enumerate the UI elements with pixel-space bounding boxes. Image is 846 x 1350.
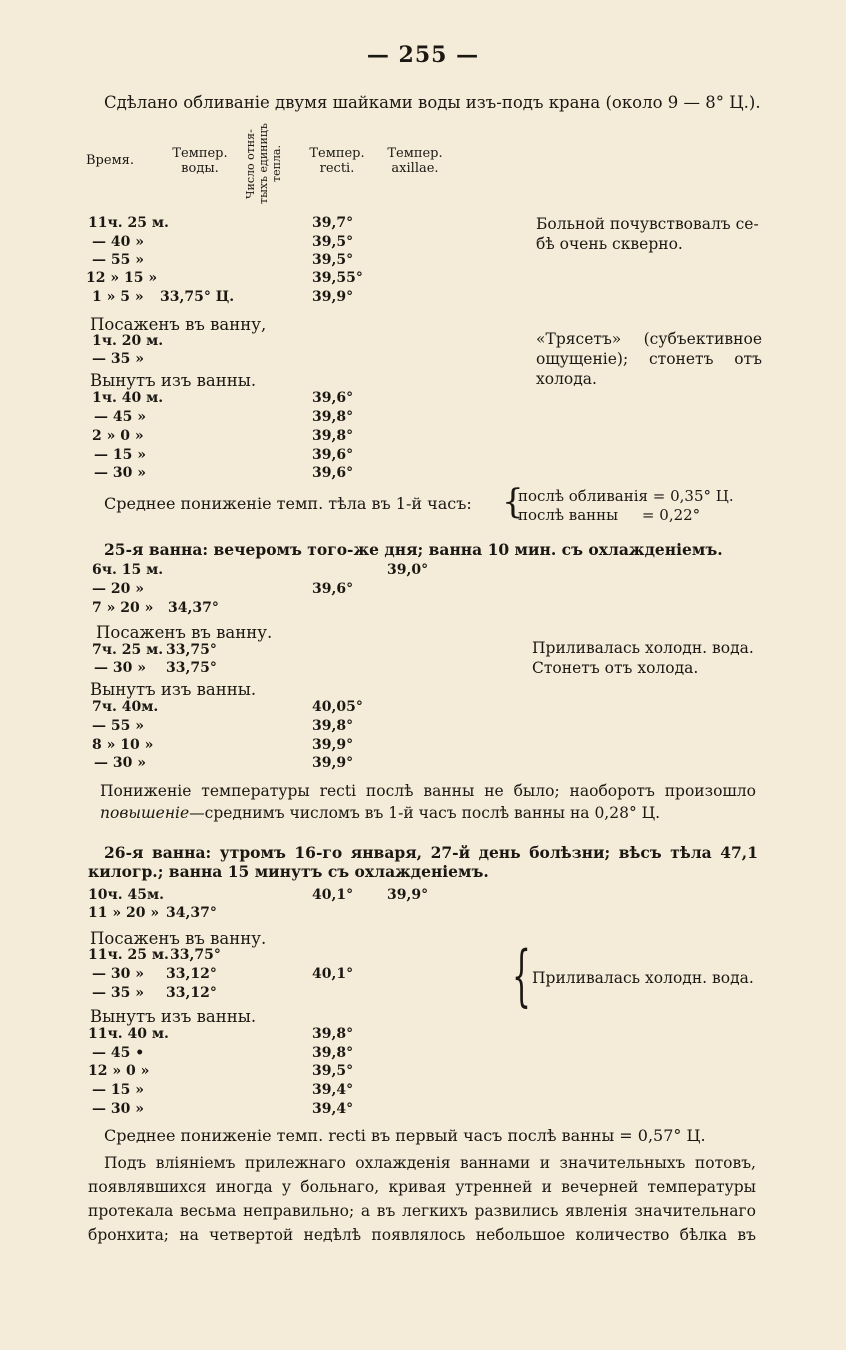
- water-cell: 33,75° Ц.: [160, 289, 235, 305]
- mean-decrease-1: Среднее пониженіе темп. тѣла въ 1-й часъ:: [104, 494, 472, 513]
- time-cell: — 55 »: [92, 718, 144, 734]
- bath-25-title: 25-я ванна: вечеромъ того-же дня; ванна 10 мин. съ охлажденіемъ.: [104, 540, 723, 559]
- intro-line: Сдѣлано обливаніе двумя шайками воды изъ-подъ крана (около 9 — 8° Ц.).: [104, 93, 761, 112]
- header-recti-temp: Темпер. recti.: [309, 146, 365, 176]
- header-axillae-temp: Темпер. axillae.: [387, 146, 443, 176]
- page-number: — 255 —: [366, 42, 480, 68]
- recti-cell: 39,8°: [312, 409, 354, 425]
- axillae-cell: 39,9°: [387, 887, 429, 903]
- time-cell: 7ч. 40м.: [92, 699, 159, 715]
- recti-cell: 39,7°: [312, 215, 354, 231]
- header-water-temp: Темпер. воды.: [172, 146, 228, 176]
- time-cell: 12 » 15 »: [86, 270, 158, 286]
- recti-cell: 39,9°: [312, 289, 354, 305]
- recti-cell: 39,5°: [312, 1063, 354, 1079]
- brace-symbol: {: [512, 937, 531, 1014]
- removed-label: Вынутъ изъ ванны.: [90, 680, 257, 699]
- mean-after-dousing: послѣ обливанія = 0,35° Ц.: [518, 487, 734, 505]
- recti-cell: 39,6°: [312, 390, 354, 406]
- emphasis-increase: повышеніе: [100, 804, 190, 822]
- time-cell: — 35 »: [92, 985, 144, 1001]
- recti-cell: 40,05°: [312, 699, 363, 715]
- recti-cell: 39,9°: [312, 755, 354, 771]
- time-cell: — 35 »: [92, 351, 144, 367]
- water-cell: 34,37°: [168, 600, 219, 616]
- time-cell: 11ч. 40 м.: [88, 1026, 169, 1042]
- water-cell: 33,75°: [166, 642, 217, 658]
- time-cell: — 15 »: [92, 1082, 144, 1098]
- recti-cell: 39,6°: [312, 581, 354, 597]
- time-cell: — 30 »: [94, 465, 146, 481]
- water-cell: 33,12°: [166, 985, 217, 1001]
- recti-cell: 39,5°: [312, 234, 354, 250]
- recti-cell: 40,1°: [312, 887, 354, 903]
- seated-label: Посаженъ въ ванну.: [90, 929, 267, 948]
- time-cell: 1ч. 20 м.: [92, 333, 164, 349]
- recti-cell: 39,55°: [312, 270, 363, 286]
- bath-26-title-line1: 26-я ванна: утромъ 16-го января, 27-й день болѣзни; вѣсъ тѣла 47,1: [104, 843, 758, 862]
- closing-line-3: протекала весьма неправильно; а въ легкихъ развились явленія значительнаго: [88, 1202, 756, 1220]
- time-cell: 12 » 0 »: [88, 1063, 150, 1079]
- time-cell: 11ч. 25 м.: [88, 215, 169, 231]
- recti-cell: 39,6°: [312, 447, 354, 463]
- recti-cell: 39,4°: [312, 1101, 354, 1117]
- closing-line-4: бронхита; на четвертой недѣлѣ появлялось небольшое количество бѣлка въ: [88, 1226, 756, 1244]
- time-cell: 11ч. 25 м.: [88, 947, 169, 963]
- time-cell: 6ч. 15 м.: [92, 562, 164, 578]
- time-cell: — 20 »: [92, 581, 144, 597]
- time-cell: — 55 »: [92, 252, 144, 268]
- recti-cell: 39,9°: [312, 737, 354, 753]
- brace-symbol: {: [502, 482, 524, 522]
- closing-line-2: появлявшихся иногда у больнаго, кривая утренней и вечерней температуры: [88, 1178, 756, 1196]
- bath-25-conclusion-line1: Пониженіе температуры recti послѣ ванны не было; наоборотъ произошло: [100, 782, 756, 800]
- recti-cell: 39,5°: [312, 252, 354, 268]
- time-cell: — 30 »: [94, 755, 146, 771]
- time-cell: 7ч. 25 м.: [92, 642, 164, 658]
- removed-label: Вынутъ изъ ванны.: [90, 1007, 257, 1026]
- time-cell: 8 » 10 »: [92, 737, 154, 753]
- time-cell: — 15 »: [94, 447, 146, 463]
- closing-line-1: Подъ вліяніемъ прилежнаго охлажденія ваннами и значительныхъ потовъ,: [104, 1154, 756, 1172]
- note-cold-water: Приливалась холодн. вода. Стонетъ отъ холода.: [532, 639, 754, 677]
- mean-after-bath: послѣ ванны = 0,22°: [518, 506, 701, 524]
- conclusion-rest: —среднимъ числомъ въ 1-й часъ послѣ ванны на 0,28° Ц.: [189, 804, 661, 822]
- bath-26-title-line2: килогр.; ванна 15 минутъ съ охлажденіемъ.: [88, 862, 489, 881]
- recti-cell: 39,4°: [312, 1082, 354, 1098]
- time-cell: — 40 »: [92, 234, 144, 250]
- header-heat-units: Число отня- тыхъ единицъ тепла.: [244, 123, 283, 205]
- time-cell: 10ч. 45м.: [88, 887, 164, 903]
- note-felt-bad: Больной почувствовалъ се-бѣ очень скверно.: [536, 215, 759, 253]
- time-cell: 1ч. 40 м.: [92, 390, 164, 406]
- recti-cell: 40,1°: [312, 966, 354, 982]
- water-cell: 33,75°: [166, 660, 217, 676]
- water-cell: 33,75°: [170, 947, 221, 963]
- time-cell: 2 » 0 »: [92, 428, 144, 444]
- time-cell: 1 » 5 »: [92, 289, 144, 305]
- recti-cell: 39,8°: [312, 718, 354, 734]
- time-cell: — 45 »: [94, 409, 146, 425]
- note-shivering: «Трясетъ» (субъективное ощущеніе); стонетъ отъ холода.: [536, 330, 762, 388]
- time-cell: 7 » 20 »: [92, 600, 154, 616]
- bath-25-conclusion-line2: [100, 802, 660, 824]
- time-cell: — 30 »: [92, 1101, 144, 1117]
- recti-cell: 39,8°: [312, 1026, 354, 1042]
- bath-26-mean-decrease: Среднее пониженіе темп. recti въ первый часъ послѣ ванны = 0,57° Ц.: [104, 1126, 706, 1145]
- water-cell: 33,12°: [166, 966, 217, 982]
- time-cell: 11 » 20 »: [88, 905, 160, 921]
- note-cold-water: Приливалась холодн. вода.: [532, 969, 754, 987]
- seated-label: Посаженъ въ ванну,: [90, 315, 267, 334]
- water-cell: 34,37°: [166, 905, 217, 921]
- removed-label: Вынутъ изъ ванны.: [90, 371, 257, 390]
- time-cell: — 30 »: [94, 660, 146, 676]
- recti-cell: 39,8°: [312, 1045, 354, 1061]
- recti-cell: 39,6°: [312, 465, 354, 481]
- time-cell: — 30 »: [92, 966, 144, 982]
- time-cell: — 45 •: [92, 1045, 145, 1061]
- recti-cell: 39,8°: [312, 428, 354, 444]
- header-time: Время.: [86, 153, 135, 168]
- axillae-cell: 39,0°: [387, 562, 429, 578]
- seated-label: Посаженъ въ ванну.: [96, 623, 273, 642]
